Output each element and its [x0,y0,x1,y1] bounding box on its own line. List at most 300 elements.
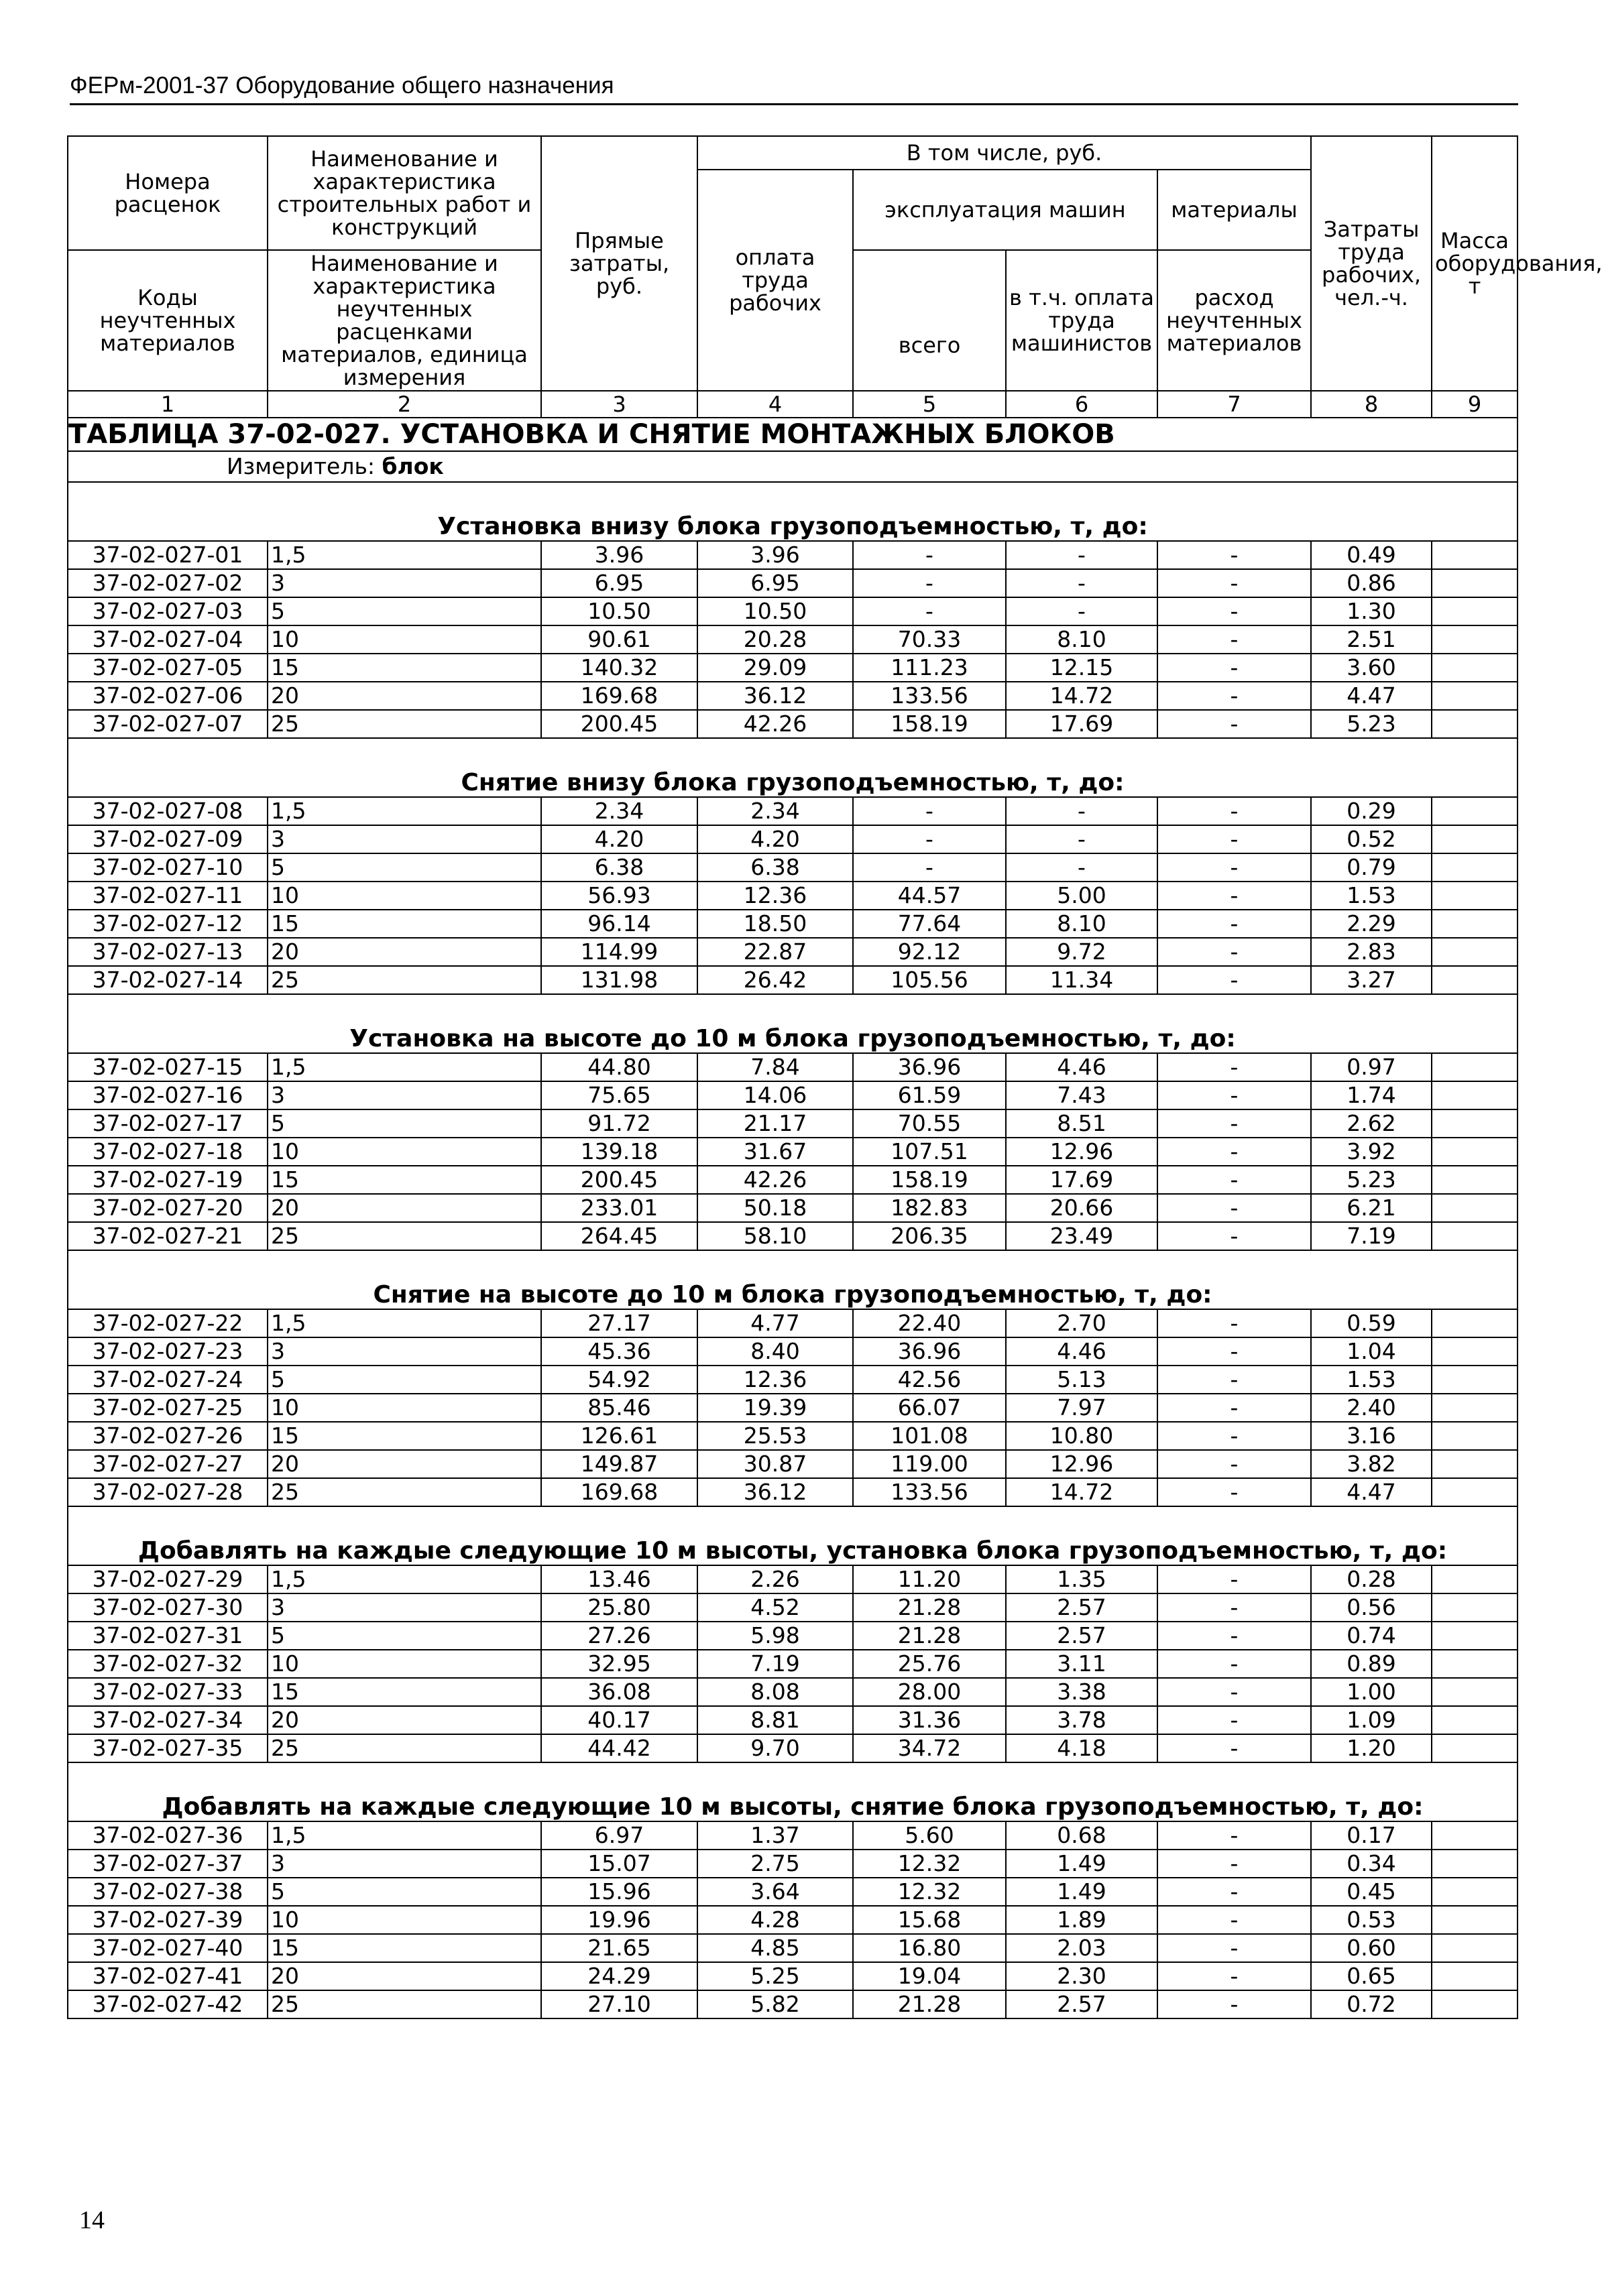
table-cell [1432,1478,1518,1506]
table-cell: 6.95 [541,569,697,597]
table-cell: 133.56 [853,682,1006,710]
table-cell: 4.47 [1311,1478,1432,1506]
table-row [68,882,1518,910]
table-cell: 37-02-027-36 [68,1821,268,1850]
table-cell: 20 [268,938,541,966]
table-cell: 8.08 [697,1678,853,1706]
table-cell [1432,966,1518,994]
table-cell: 92.12 [853,938,1006,966]
table-cell: 19.04 [853,1962,1006,1990]
table-row [68,541,1518,569]
table-cell: - [1157,1166,1311,1194]
table-cell: 0.68 [1006,1821,1157,1850]
section-title: Установка на высоте до 10 м блока грузоподъемностью, т, до: [68,994,1518,1053]
table-cell: 2.40 [1311,1394,1432,1422]
table-cell: 45.36 [541,1337,697,1366]
table-row [68,625,1518,654]
table-cell [1432,1734,1518,1762]
table-cell: 1,5 [268,1565,541,1593]
table-cell: - [1157,1850,1311,1878]
table-cell: 42.56 [853,1366,1006,1394]
column-number: 2 [268,391,541,418]
table-cell [1432,682,1518,710]
table-cell: 25 [268,1990,541,2018]
table-row [68,1650,1518,1678]
table-row [68,1422,1518,1450]
table-cell: 37-02-027-07 [68,710,268,738]
table-cell: 44.42 [541,1734,697,1762]
table-cell [1432,1166,1518,1194]
table-cell: 14.06 [697,1081,853,1109]
table-header [68,136,1602,418]
table-cell: 37-02-027-42 [68,1990,268,2018]
table-cell: 6.95 [697,569,853,597]
table-cell: 40.17 [541,1706,697,1734]
table-cell: 12.32 [853,1850,1006,1878]
table-cell: 10.80 [1006,1422,1157,1450]
table-cell: - [853,541,1006,569]
table-cell: 0.56 [1311,1593,1432,1622]
table-cell: 200.45 [541,710,697,738]
table-cell: 1,5 [268,1821,541,1850]
table-cell: 37-02-027-28 [68,1478,268,1506]
table-row [68,1138,1518,1166]
table-cell: 5.23 [1311,1166,1432,1194]
table-cell: 149.87 [541,1450,697,1478]
table-row [68,1990,1518,2018]
table-cell [1432,853,1518,882]
table-cell: 169.68 [541,1478,697,1506]
table-cell: 233.01 [541,1194,697,1222]
table-cell: 158.19 [853,1166,1006,1194]
table-cell: 0.65 [1311,1962,1432,1990]
table-cell: - [1157,825,1311,853]
table-cell: 22.40 [853,1309,1006,1337]
table-cell: 4.18 [1006,1734,1157,1762]
table-cell: 3.27 [1311,966,1432,994]
table-cell: 25 [268,710,541,738]
table-cell: 5.13 [1006,1366,1157,1394]
table-cell: 10 [268,1906,541,1934]
table-cell: 8.51 [1006,1109,1157,1138]
table-cell: 66.07 [853,1394,1006,1422]
table-cell: 2.34 [697,797,853,825]
table-cell: - [1157,882,1311,910]
table-cell [1432,710,1518,738]
table-cell: 36.08 [541,1678,697,1706]
table-cell: - [1157,797,1311,825]
table-cell: 1,5 [268,797,541,825]
table-row [68,966,1518,994]
table-cell: - [853,597,1006,625]
table-cell: 36.96 [853,1337,1006,1366]
table-cell: 107.51 [853,1138,1006,1166]
table-cell: - [1157,625,1311,654]
table-cell [1432,1878,1518,1906]
table-cell: 6.38 [697,853,853,882]
table-cell: - [1157,1906,1311,1934]
column-number: 9 [1432,391,1518,418]
table-cell: 1.04 [1311,1337,1432,1366]
table-cell: - [853,853,1006,882]
table-row [68,853,1518,882]
table-cell: 4.46 [1006,1337,1157,1366]
table-cell: 0.45 [1311,1878,1432,1906]
table-cell: 7.19 [1311,1222,1432,1250]
table-cell: - [1157,597,1311,625]
table-cell: 0.86 [1311,569,1432,597]
column-number: 3 [541,391,697,418]
table-cell: 37-02-027-29 [68,1565,268,1593]
section-title: Добавлять на каждые следующие 10 м высоты, снятие блока грузоподъемностью, т, до: [68,1762,1518,1821]
table-cell: 10.50 [541,597,697,625]
table-row [68,1906,1518,1934]
table-cell: 58.10 [697,1222,853,1250]
table-row [68,1309,1518,1337]
table-cell: 6.38 [541,853,697,882]
table-cell: 37-02-027-12 [68,910,268,938]
table-cell: 126.61 [541,1422,697,1450]
table-cell: 85.46 [541,1394,697,1422]
table-cell: 4.20 [541,825,697,853]
table-cell: 37-02-027-31 [68,1622,268,1650]
table-cell: 20.66 [1006,1194,1157,1222]
table-cell: - [1157,1990,1311,2018]
table-cell: - [1006,597,1157,625]
table-row [68,910,1518,938]
table-cell: - [1157,710,1311,738]
table-row [68,597,1518,625]
table-row [68,1166,1518,1194]
table-cell: 56.93 [541,882,697,910]
table-cell: 14.72 [1006,1478,1157,1506]
table-cell: 37-02-027-39 [68,1906,268,1934]
table-cell [1432,1622,1518,1650]
table-cell: 42.26 [697,710,853,738]
table-cell: - [1157,1478,1311,1506]
table-cell [1432,1593,1518,1622]
header-work-name: Наименование и характеристика строительных работ и конструкций [268,136,541,250]
table-cell: 0.49 [1311,541,1432,569]
table-cell: 3.60 [1311,654,1432,682]
table-cell: 44.57 [853,882,1006,910]
table-cell: 90.61 [541,625,697,654]
table-cell: 1.53 [1311,882,1432,910]
column-number: 8 [1311,391,1432,418]
table-cell: 7.97 [1006,1394,1157,1422]
header-including-group: В том числе, руб. [697,136,1311,170]
table-cell: - [1157,1422,1311,1450]
table-cell: 15 [268,1422,541,1450]
table-cell: 27.26 [541,1622,697,1650]
section-title: Добавлять на каждые следующие 10 м высоты, установка блока грузоподъемностью, т, до: [68,1506,1518,1565]
table-cell: 0.79 [1311,853,1432,882]
table-cell: 3.78 [1006,1706,1157,1734]
table-cell [1432,1309,1518,1337]
table-cell [1432,1906,1518,1934]
table-cell [1432,1394,1518,1422]
table-cell: 19.39 [697,1394,853,1422]
column-number: 4 [697,391,853,418]
table-cell [1432,569,1518,597]
table-cell: 25.76 [853,1650,1006,1678]
table-cell: 17.69 [1006,710,1157,738]
table-cell: - [1157,654,1311,682]
table-cell: 25 [268,1478,541,1506]
table-cell: 20 [268,1706,541,1734]
table-cell: 42.26 [697,1166,853,1194]
table-cell: 37-02-027-19 [68,1166,268,1194]
table-cell: - [1157,1622,1311,1650]
table-cell: - [1157,1706,1311,1734]
table-cell: - [1157,853,1311,882]
table-cell [1432,825,1518,853]
table-cell [1432,1366,1518,1394]
table-cell: 54.92 [541,1366,697,1394]
table-cell: 2.57 [1006,1593,1157,1622]
table-cell [1432,541,1518,569]
table-cell: 25.53 [697,1422,853,1450]
table-cell: 2.30 [1006,1962,1157,1990]
table-cell: 119.00 [853,1450,1006,1478]
table-cell: 3.16 [1311,1422,1432,1450]
table-cell: - [1157,1138,1311,1166]
table-cell: 5.82 [697,1990,853,2018]
table-cell: 37-02-027-40 [68,1934,268,1962]
table-cell: 21.28 [853,1990,1006,2018]
table-cell: 24.29 [541,1962,697,1990]
table-row [68,682,1518,710]
table-cell: 3.11 [1006,1650,1157,1678]
table-cell: 5.23 [1311,710,1432,738]
table-cell: 5.25 [697,1962,853,1990]
table-cell: 139.18 [541,1138,697,1166]
table-cell: 18.50 [697,910,853,938]
table-cell: 1.00 [1311,1678,1432,1706]
table-cell: 3.38 [1006,1678,1157,1706]
table-cell: 0.72 [1311,1990,1432,2018]
column-number: 6 [1006,391,1157,418]
table-cell: 31.36 [853,1706,1006,1734]
table-cell: 5 [268,1366,541,1394]
rates-table [67,135,1602,2019]
table-cell: 37-02-027-05 [68,654,268,682]
table-cell: 37-02-027-22 [68,1309,268,1337]
table-row [68,1109,1518,1138]
table-cell: 21.17 [697,1109,853,1138]
table-row [68,1394,1518,1422]
table-cell: 37-02-027-38 [68,1878,268,1906]
table-cell: - [1157,1053,1311,1081]
table-cell: 2.83 [1311,938,1432,966]
table-cell: 114.99 [541,938,697,966]
table-cell: - [853,825,1006,853]
table-cell: 3 [268,825,541,853]
table-cell: 1.53 [1311,1366,1432,1394]
header-materials: материалы [1157,170,1311,250]
page-header: ФЕРм-2001-37 Оборудование общего назначения [70,72,1518,105]
table-cell: 4.28 [697,1906,853,1934]
header-material-consumption: расход неучтенных материалов [1157,250,1311,391]
table-cell: 12.32 [853,1878,1006,1906]
table-cell: 37-02-027-35 [68,1734,268,1762]
table-cell: 37-02-027-02 [68,569,268,597]
table-cell: - [1157,1593,1311,1622]
table-cell: 2.34 [541,797,697,825]
table-cell: 1,5 [268,541,541,569]
table-cell: 7.84 [697,1053,853,1081]
table-cell: 22.87 [697,938,853,966]
table-cell: 12.96 [1006,1450,1157,1478]
table-cell: 37-02-027-06 [68,682,268,710]
table-cell: 37-02-027-34 [68,1706,268,1734]
table-row [68,1934,1518,1962]
table-cell: 37-02-027-33 [68,1678,268,1706]
table-row [68,1478,1518,1506]
table-cell: 12.36 [697,882,853,910]
table-cell: - [1157,1678,1311,1706]
table-cell: 5.00 [1006,882,1157,910]
table-cell: - [1157,1366,1311,1394]
table-cell [1432,1850,1518,1878]
table-cell: 158.19 [853,710,1006,738]
table-cell: 37-02-027-03 [68,597,268,625]
section-title: Снятие на высоте до 10 м блока грузоподъемностью, т, до: [68,1250,1518,1309]
table-cell: 5.98 [697,1622,853,1650]
table-cell [1432,597,1518,625]
table-row [68,1850,1518,1878]
table-cell: 70.33 [853,625,1006,654]
table-cell: 3.64 [697,1878,853,1906]
table-cell [1432,1934,1518,1962]
table-row [68,1222,1518,1250]
table-cell: 11.20 [853,1565,1006,1593]
table-cell: 3 [268,1593,541,1622]
table-cell: 16.80 [853,1934,1006,1962]
table-cell: 15 [268,910,541,938]
table-cell [1432,1678,1518,1706]
table-cell: 2.62 [1311,1109,1432,1138]
table-cell: 0.29 [1311,797,1432,825]
table-cell: 3 [268,1337,541,1366]
table-cell [1432,1706,1518,1734]
table-cell: - [1157,1394,1311,1422]
table-cell: - [1157,1309,1311,1337]
table-cell: 8.40 [697,1337,853,1366]
table-cell: 32.95 [541,1650,697,1678]
table-cell: 2.75 [697,1850,853,1878]
table-row [68,1366,1518,1394]
table-cell: - [1157,1650,1311,1678]
table-cell: 5 [268,1878,541,1906]
table-cell: 20 [268,1194,541,1222]
table-cell [1432,654,1518,682]
table-cell: 206.35 [853,1222,1006,1250]
table-cell: 37-02-027-23 [68,1337,268,1366]
table-cell: 0.34 [1311,1850,1432,1878]
table-cell: 96.14 [541,910,697,938]
table-cell: 4.46 [1006,1053,1157,1081]
table-cell: 1.74 [1311,1081,1432,1109]
table-cell: 21.65 [541,1934,697,1962]
table-cell: 3 [268,569,541,597]
table-row [68,938,1518,966]
header-rate-number: Номера расценок [68,136,268,250]
table-cell: 17.69 [1006,1166,1157,1194]
table-cell [1432,910,1518,938]
table-row [68,1962,1518,1990]
table-cell [1432,882,1518,910]
table-cell: 37-02-027-13 [68,938,268,966]
table-cell: 1.35 [1006,1565,1157,1593]
header-worker-pay: оплата труда рабочих [697,170,853,391]
table-cell: 10 [268,1394,541,1422]
table-cell: 0.89 [1311,1650,1432,1678]
table-row [68,1053,1518,1081]
table-cell: 12.96 [1006,1138,1157,1166]
table-cell: 10.50 [697,597,853,625]
table-cell: - [1006,853,1157,882]
table-cell: 11.34 [1006,966,1157,994]
table-cell: - [1006,797,1157,825]
table-cell: - [1006,569,1157,597]
table-cell: 15 [268,1166,541,1194]
table-cell: 6.21 [1311,1194,1432,1222]
table-cell [1432,1565,1518,1593]
table-cell: 37-02-027-25 [68,1394,268,1422]
table-cell: 25.80 [541,1593,697,1622]
table-cell: - [1006,541,1157,569]
table-cell: 34.72 [853,1734,1006,1762]
header-direct-costs: Прямые затраты, руб. [541,136,697,391]
section-title: Снятие внизу блока грузоподъемностью, т, до: [68,738,1518,797]
table-cell: - [1157,1081,1311,1109]
table-cell: 37-02-027-24 [68,1366,268,1394]
table-row [68,1593,1518,1622]
table-cell: 37-02-027-37 [68,1850,268,1878]
table-cell: 70.55 [853,1109,1006,1138]
table-row [68,1337,1518,1366]
table-cell: - [1157,1109,1311,1138]
table-row [68,1194,1518,1222]
table-cell: 25 [268,966,541,994]
table-cell: 37-02-027-30 [68,1593,268,1622]
table-cell [1432,1337,1518,1366]
table-cell: - [1157,938,1311,966]
table-cell: 44.80 [541,1053,697,1081]
table-cell [1432,1194,1518,1222]
table-cell: 37-02-027-17 [68,1109,268,1138]
unit-value: блок [382,453,444,479]
table-cell: 3.92 [1311,1138,1432,1166]
table-row [68,797,1518,825]
table-cell: 37-02-027-08 [68,797,268,825]
table-cell: - [1157,1962,1311,1990]
table-cell: 0.74 [1311,1622,1432,1650]
table-row [68,569,1518,597]
table-cell: 25 [268,1222,541,1250]
table-cell: 37-02-027-20 [68,1194,268,1222]
table-cell: 1.89 [1006,1906,1157,1934]
table-cell: 2.26 [697,1565,853,1593]
unit-label: Измеритель: [227,453,376,479]
table-cell: 10 [268,1138,541,1166]
table-cell: 131.98 [541,966,697,994]
table-cell [1432,1053,1518,1081]
table-cell: - [853,797,1006,825]
table-cell: 2.57 [1006,1990,1157,2018]
table-cell: 5.60 [853,1821,1006,1850]
